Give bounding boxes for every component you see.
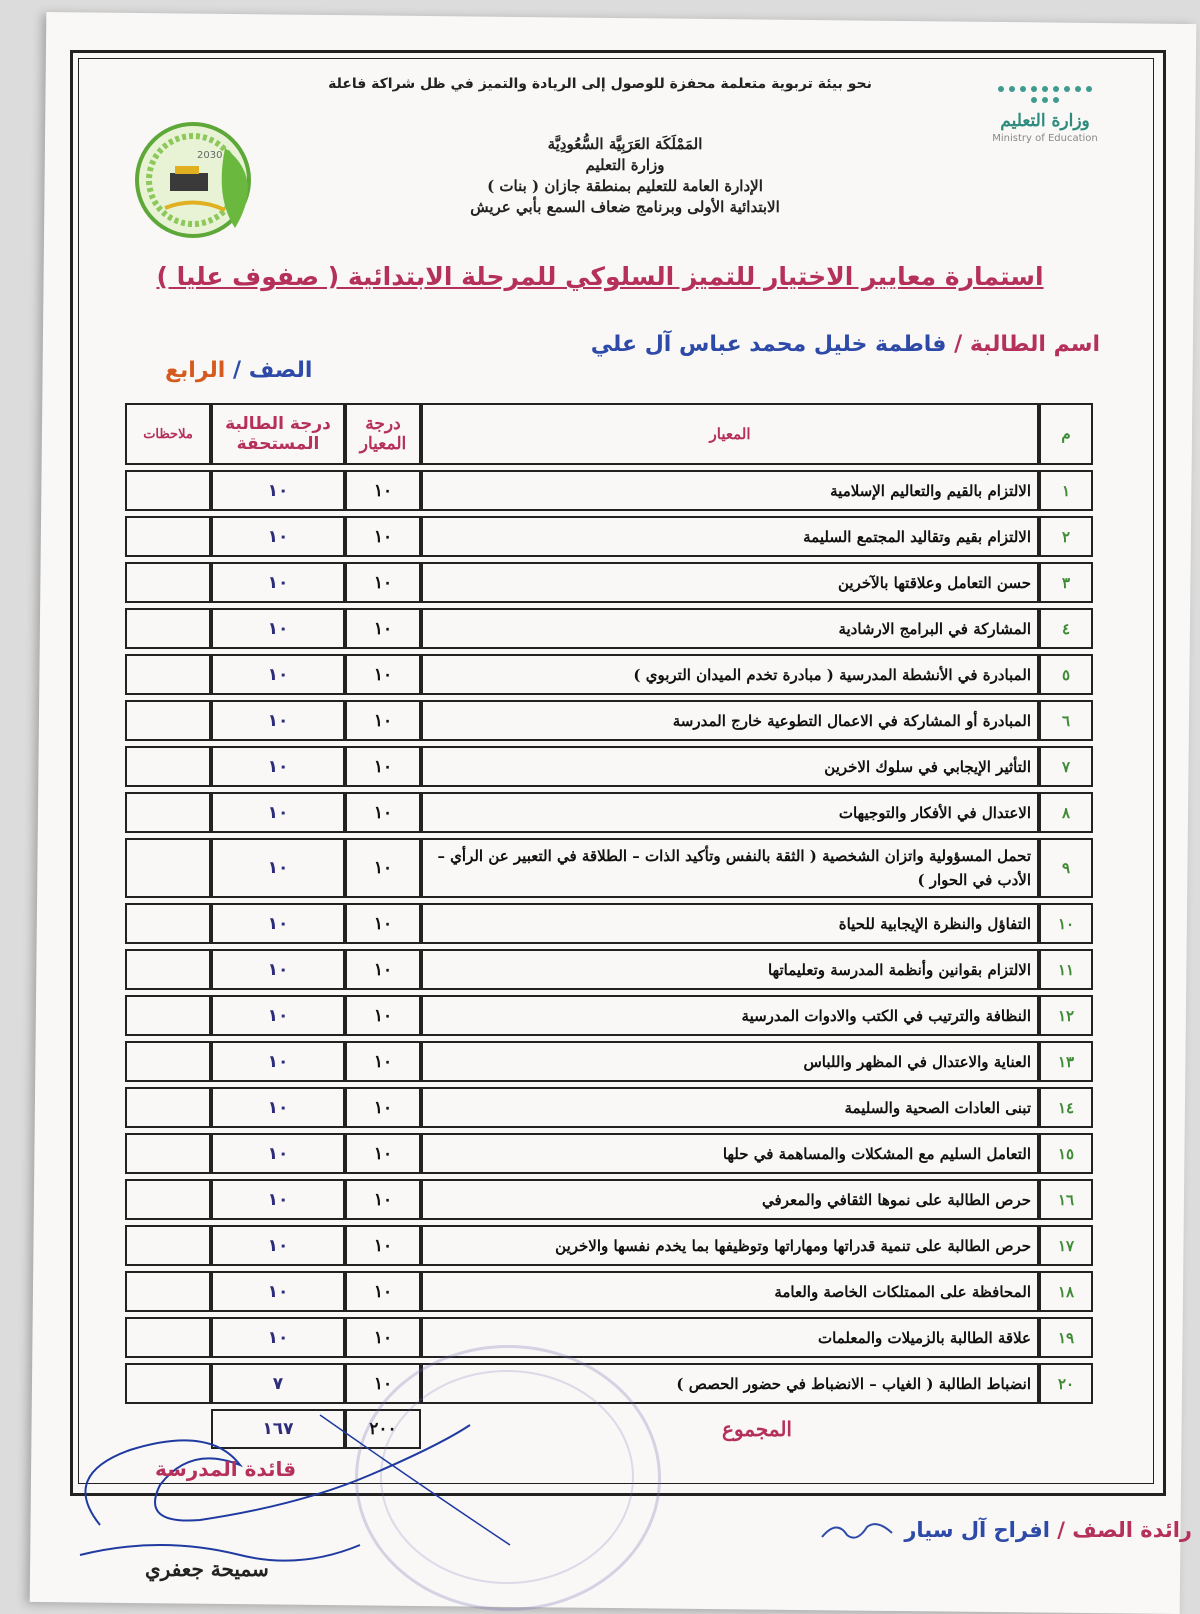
row-notes — [125, 1133, 211, 1174]
grade-value: الرابع — [165, 358, 226, 383]
principal-label: قائدة المدرسة — [155, 1457, 297, 1481]
row-max: ١٠ — [345, 1133, 421, 1174]
row-criterion: التأثير الإيجابي في سلوك الاخرين — [421, 746, 1039, 787]
row-score: ١٠ — [211, 792, 345, 833]
table-row — [125, 654, 1093, 695]
principal-signature-scribble — [40, 1405, 520, 1595]
row-criterion: علاقة الطالبة بالزميلات والمعلمات — [421, 1317, 1039, 1358]
row-score: ١٠ — [211, 1225, 345, 1266]
row-notes — [125, 1087, 211, 1128]
row-num: ٥ — [1039, 654, 1093, 695]
row-criterion: التعامل السليم مع المشكلات والمساهمة في حلها — [421, 1133, 1039, 1174]
class-leader-name: افراح آل سيار — [904, 1518, 1050, 1542]
row-criterion: حرص الطالبة على نموها الثقافي والمعرفي — [421, 1179, 1039, 1220]
row-num: ٢ — [1039, 516, 1093, 557]
table-row — [125, 608, 1093, 649]
row-score: ١٠ — [211, 516, 345, 557]
row-num: ٢٠ — [1039, 1363, 1093, 1404]
row-notes — [125, 792, 211, 833]
row-notes — [125, 1363, 211, 1404]
table-row — [125, 1317, 1093, 1358]
header-line-directorate: الإدارة العامة للتعليم بمنطقة جازان ( بنات ) — [487, 177, 763, 195]
row-score: ١٠ — [211, 562, 345, 603]
form-title-text: استمارة معايير الاختيار للتميز السلوكي للمرحلة الابتدائية ( صفوف عليا ) — [156, 262, 1044, 291]
row-max: ١٠ — [345, 470, 421, 511]
table-row — [125, 903, 1093, 944]
row-max: ١٠ — [345, 654, 421, 695]
form-title — [150, 258, 1050, 296]
row-max: ١٠ — [345, 1271, 421, 1312]
row-criterion: تبنى العادات الصحية والسليمة — [421, 1087, 1039, 1128]
row-notes — [125, 1041, 211, 1082]
row-score: ١٠ — [211, 608, 345, 649]
row-notes — [125, 654, 211, 695]
row-num: ٨ — [1039, 792, 1093, 833]
ministry-logo-dots-icon — [995, 86, 1095, 103]
row-criterion: الالتزام بقوانين وأنظمة المدرسة وتعليماتها — [421, 949, 1039, 990]
row-num: ١٢ — [1039, 995, 1093, 1036]
row-num: ٩ — [1039, 838, 1093, 898]
row-max: ١٠ — [345, 562, 421, 603]
row-max: ١٠ — [345, 995, 421, 1036]
row-max: ١٠ — [345, 1317, 421, 1358]
row-score: ١٠ — [211, 995, 345, 1036]
table-row — [125, 1133, 1093, 1174]
row-max: ١٠ — [345, 949, 421, 990]
student-label: اسم الطالبة / — [954, 332, 1100, 357]
row-criterion: حسن التعامل وعلاقتها بالآخرين — [421, 562, 1039, 603]
header-score: درجة الطالبة المستحقة — [211, 403, 345, 465]
table-row — [125, 470, 1093, 511]
row-notes — [125, 949, 211, 990]
ministry-logo-arabic: وزارة التعليم — [1000, 111, 1090, 131]
row-num: ٦ — [1039, 700, 1093, 741]
row-score: ١٠ — [211, 1041, 345, 1082]
ministry-logo-english: Ministry of Education — [992, 133, 1098, 144]
row-max: ١٠ — [345, 516, 421, 557]
row-notes — [125, 746, 211, 787]
student-name: فاطمة خليل محمد عباس آل علي — [590, 332, 947, 357]
row-criterion: المحافظة على الممتلكات الخاصة والعامة — [421, 1271, 1039, 1312]
table-row — [125, 1087, 1093, 1128]
row-criterion: الالتزام بقيم وتقاليد المجتمع السليمة — [421, 516, 1039, 557]
row-num: ١ — [1039, 470, 1093, 511]
row-score: ١٠ — [211, 1087, 345, 1128]
row-max: ١٠ — [345, 903, 421, 944]
total-label: المجموع — [722, 1417, 792, 1441]
principal-name: سميحة جعفري — [145, 1557, 269, 1581]
header-criterion: المعيار — [421, 403, 1039, 465]
row-score: ١٠ — [211, 1271, 345, 1312]
row-criterion: الالتزام بالقيم والتعاليم الإسلامية — [421, 470, 1039, 511]
class-leader-signature-icon — [817, 1517, 897, 1545]
header-line-ministry: وزارة التعليم — [585, 156, 665, 174]
row-score: ١٠ — [211, 903, 345, 944]
row-num: ١٤ — [1039, 1087, 1093, 1128]
row-num: ١٦ — [1039, 1179, 1093, 1220]
row-notes — [125, 995, 211, 1036]
row-max: ١٠ — [345, 608, 421, 649]
row-notes — [125, 903, 211, 944]
row-num: ٧ — [1039, 746, 1093, 787]
row-notes — [125, 1179, 211, 1220]
class-leader-row — [817, 1517, 1192, 1545]
row-criterion: الاعتدال في الأفكار والتوجيهات — [421, 792, 1039, 833]
row-notes — [125, 700, 211, 741]
row-score: ١٠ — [211, 838, 345, 898]
header-max: درجة المعيار — [345, 403, 421, 465]
table-row — [125, 838, 1093, 898]
student-name-row — [591, 332, 1100, 357]
school-logo — [125, 118, 275, 243]
header-institution — [400, 134, 850, 218]
row-notes — [125, 562, 211, 603]
row-num: ١٥ — [1039, 1133, 1093, 1174]
row-criterion: تحمل المسؤولية واتزان الشخصية ( الثقة بالنفس وتأكيد الذات – الطلاقة في التعبير عن الرأي – الأدب في الحوار ) — [421, 838, 1039, 898]
table-row — [125, 562, 1093, 603]
school-logo-year: 2030 — [197, 150, 223, 161]
row-criterion: انضباط الطالبة ( الغياب – الانضباط في حضور الحصص ) — [421, 1363, 1039, 1404]
total-max: ٢٠٠ — [345, 1409, 421, 1449]
row-score: ١٠ — [211, 949, 345, 990]
header-slogan: نحو بيئة تربوية متعلمة محفزة للوصول إلى الريادة والتميز في ظل شراكة فاعلة — [328, 76, 872, 92]
row-notes — [125, 516, 211, 557]
row-criterion: حرص الطالبة على تنمية قدراتها ومهاراتها وتوظيفها بما يخدم نفسها والاخرين — [421, 1225, 1039, 1266]
row-num: ٤ — [1039, 608, 1093, 649]
row-criterion: النظافة والترتيب في الكتب والادوات المدرسية — [421, 995, 1039, 1036]
table-row — [125, 700, 1093, 741]
row-max: ١٠ — [345, 700, 421, 741]
row-max: ١٠ — [345, 1225, 421, 1266]
row-notes — [125, 1225, 211, 1266]
row-score: ٧ — [211, 1363, 345, 1404]
row-num: ١١ — [1039, 949, 1093, 990]
table-row — [125, 1225, 1093, 1266]
row-max: ١٠ — [345, 792, 421, 833]
row-score: ١٠ — [211, 654, 345, 695]
header-line-kingdom: المَمْلَكَة العَرَبِيَّة السُّعُودِيَّة — [547, 135, 703, 153]
grade-row — [165, 358, 312, 383]
header-num: م — [1039, 403, 1093, 465]
row-score: ١٠ — [211, 746, 345, 787]
criteria-table — [125, 398, 1093, 1454]
row-criterion: المبادرة أو المشاركة في الاعمال التطوعية خارج المدرسة — [421, 700, 1039, 741]
row-score: ١٠ — [211, 1179, 345, 1220]
row-max: ١٠ — [345, 1179, 421, 1220]
class-leader-label: رائدة الصف / — [1057, 1518, 1192, 1542]
row-num: ١٣ — [1039, 1041, 1093, 1082]
row-num: ١٠ — [1039, 903, 1093, 944]
row-max: ١٠ — [345, 1041, 421, 1082]
row-criterion: المشاركة في البرامج الارشادية — [421, 608, 1039, 649]
ministry-logo — [965, 86, 1125, 176]
row-score: ١٠ — [211, 470, 345, 511]
total-score: ١٦٧ — [211, 1409, 345, 1449]
school-logo-emblem-icon — [125, 118, 275, 243]
row-notes — [125, 838, 211, 898]
row-num: ٣ — [1039, 562, 1093, 603]
row-max: ١٠ — [345, 1363, 421, 1404]
row-criterion: التفاؤل والنظرة الإيجابية للحياة — [421, 903, 1039, 944]
row-num: ١٨ — [1039, 1271, 1093, 1312]
table-row — [125, 516, 1093, 557]
row-notes — [125, 470, 211, 511]
table-header-row — [125, 403, 1093, 465]
row-score: ١٠ — [211, 1317, 345, 1358]
row-max: ١٠ — [345, 1087, 421, 1128]
table-row — [125, 995, 1093, 1036]
header-notes: ملاحظات — [125, 403, 211, 465]
row-max: ١٠ — [345, 746, 421, 787]
row-notes — [125, 1271, 211, 1312]
row-criterion: المبادرة في الأنشطة المدرسية ( مبادرة تخدم الميدان التربوي ) — [421, 654, 1039, 695]
row-num: ١٧ — [1039, 1225, 1093, 1266]
row-num: ١٩ — [1039, 1317, 1093, 1358]
row-notes — [125, 608, 211, 649]
row-notes — [125, 1317, 211, 1358]
grade-label: الصف / — [233, 358, 313, 383]
table-row — [125, 949, 1093, 990]
table-row — [125, 746, 1093, 787]
header-line-school: الابتدائية الأولى وبرنامج ضعاف السمع بأبي عريش — [470, 198, 780, 216]
row-score: ١٠ — [211, 1133, 345, 1174]
table-row — [125, 1179, 1093, 1220]
row-max: ١٠ — [345, 838, 421, 898]
row-score: ١٠ — [211, 700, 345, 741]
table-row — [125, 1271, 1093, 1312]
table-row — [125, 1041, 1093, 1082]
row-criterion: العناية والاعتدال في المظهر واللباس — [421, 1041, 1039, 1082]
table-row — [125, 792, 1093, 833]
